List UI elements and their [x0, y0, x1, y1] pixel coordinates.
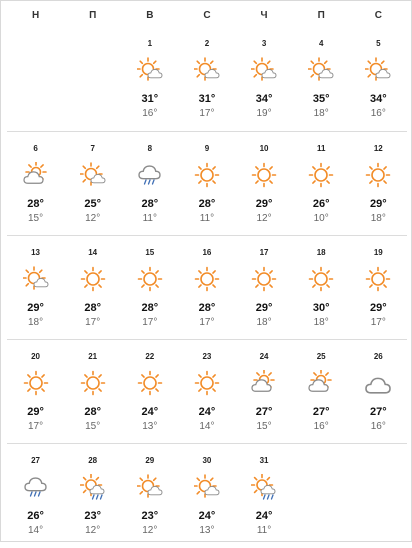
sun-rain-icon: [80, 474, 106, 500]
sun-icon: [137, 266, 163, 292]
low-temperature: 12°: [142, 525, 158, 536]
low-temperature: 17°: [199, 317, 215, 328]
high-temperature: 24°: [255, 510, 273, 522]
sun-cloud-icon: [308, 57, 334, 83]
day-number: 30: [202, 456, 212, 465]
day-number: 4: [318, 39, 324, 48]
high-temperature: 26°: [312, 198, 330, 210]
cloud-icon: [365, 370, 391, 396]
high-temperature: 31°: [141, 93, 159, 105]
high-temperature: 28°: [27, 198, 44, 210]
day-number: 14: [88, 248, 98, 257]
high-temperature: 30°: [312, 302, 330, 314]
sun-icon: [251, 162, 277, 188]
day-number: 6: [33, 144, 38, 153]
low-temperature: 13°: [199, 525, 215, 536]
day-number: 3: [261, 39, 267, 48]
empty-day-cell: [64, 27, 121, 131]
day-cell[interactable]: [350, 132, 407, 236]
sun-cloud-icon: [137, 57, 163, 83]
high-temperature: 29°: [27, 302, 44, 314]
day-number: 28: [88, 456, 98, 465]
sun-icon: [194, 266, 220, 292]
day-number: 1: [147, 39, 153, 48]
day-cell[interactable]: [293, 132, 350, 236]
day-cell[interactable]: [7, 236, 64, 340]
day-number: 16: [202, 248, 212, 257]
day-number: 13: [31, 248, 41, 257]
empty-day-cell: [350, 444, 407, 548]
day-cell[interactable]: [64, 132, 121, 236]
empty-day-cell: [7, 27, 64, 131]
high-temperature: 35°: [312, 93, 330, 105]
day-number: 15: [145, 248, 155, 257]
weekday-label: П: [317, 10, 325, 21]
low-temperature: 18°: [313, 108, 329, 119]
day-cell[interactable]: [293, 27, 350, 131]
low-temperature: 14°: [199, 421, 215, 432]
day-number: 25: [316, 352, 326, 361]
low-temperature: 12°: [85, 213, 101, 224]
sun-icon: [23, 370, 49, 396]
high-temperature: 34°: [369, 93, 387, 105]
day-cell[interactable]: [121, 236, 178, 340]
sun-cloud-icon: [251, 57, 277, 83]
weekday-label: С: [374, 10, 382, 21]
sun-cloud-icon: [137, 474, 163, 500]
low-temperature: 13°: [142, 421, 158, 432]
day-number: 5: [376, 39, 381, 48]
low-temperature: 14°: [28, 525, 44, 536]
sun-cloud-icon: [194, 474, 220, 500]
day-cell[interactable]: [236, 27, 293, 131]
low-temperature: 11°: [199, 213, 215, 224]
high-temperature: 29°: [255, 198, 273, 210]
high-temperature: 28°: [141, 198, 159, 210]
day-cell[interactable]: [7, 132, 64, 236]
day-number: 19: [373, 248, 383, 257]
high-temperature: 28°: [84, 406, 101, 418]
low-temperature: 18°: [28, 317, 44, 328]
low-temperature: 18°: [370, 213, 386, 224]
day-cell[interactable]: [178, 236, 235, 340]
high-temperature: 27°: [255, 406, 273, 418]
day-cell[interactable]: [64, 236, 121, 340]
day-cell[interactable]: [178, 340, 235, 444]
day-number: 29: [145, 456, 155, 465]
day-cell[interactable]: [293, 236, 350, 340]
high-temperature: 28°: [198, 302, 216, 314]
low-temperature: 11°: [142, 213, 157, 224]
high-temperature: 25°: [84, 198, 101, 210]
day-cell[interactable]: [121, 340, 178, 444]
sun-icon: [365, 162, 391, 188]
high-temperature: 27°: [369, 406, 387, 418]
weekday-label: П: [89, 10, 97, 21]
sun-cloud-icon: [365, 57, 391, 83]
day-number: 9: [204, 144, 210, 153]
day-number: 18: [316, 248, 326, 257]
day-number: 23: [202, 352, 212, 361]
sun-cloud-icon: [80, 162, 106, 188]
day-number: 20: [31, 352, 41, 361]
day-cell[interactable]: [64, 340, 121, 444]
day-cell[interactable]: [64, 444, 121, 548]
day-number: 27: [31, 456, 41, 465]
day-number: 2: [204, 39, 210, 48]
cloud-sun-icon: [251, 370, 277, 396]
day-number: 7: [90, 144, 95, 153]
low-temperature: 19°: [256, 108, 272, 119]
day-cell[interactable]: [7, 340, 64, 444]
high-temperature: 23°: [141, 510, 159, 522]
rain-cloud-icon: [23, 474, 49, 500]
high-temperature: 28°: [198, 198, 216, 210]
high-temperature: 28°: [141, 302, 159, 314]
weekday-label: В: [146, 10, 154, 21]
cloud-sun-icon: [308, 370, 334, 396]
sun-icon: [308, 162, 334, 188]
high-temperature: 29°: [369, 198, 387, 210]
high-temperature: 28°: [84, 302, 101, 314]
day-cell[interactable]: [236, 132, 293, 236]
high-temperature: 29°: [27, 406, 44, 418]
high-temperature: 29°: [369, 302, 387, 314]
high-temperature: 24°: [198, 406, 216, 418]
low-temperature: 16°: [142, 108, 158, 119]
day-number: 21: [88, 352, 98, 361]
low-temperature: 15°: [256, 421, 272, 432]
low-temperature: 16°: [370, 108, 386, 119]
day-cell[interactable]: [236, 340, 293, 444]
low-temperature: 15°: [28, 213, 44, 224]
day-number: 26: [373, 352, 383, 361]
high-temperature: 24°: [141, 406, 159, 418]
day-number: 22: [145, 352, 155, 361]
day-number: 17: [259, 248, 269, 257]
high-temperature: 29°: [255, 302, 273, 314]
high-temperature: 31°: [198, 93, 216, 105]
sun-cloud-icon: [23, 266, 49, 292]
high-temperature: 24°: [198, 510, 216, 522]
sun-icon: [251, 266, 277, 292]
cloud-sun-icon: [23, 162, 49, 188]
day-cell[interactable]: [178, 27, 235, 131]
high-temperature: 26°: [27, 510, 44, 522]
day-cell[interactable]: [121, 27, 178, 131]
day-cell[interactable]: [121, 132, 178, 236]
low-temperature: 16°: [370, 421, 386, 432]
day-cell[interactable]: [178, 132, 235, 236]
sun-icon: [80, 370, 106, 396]
low-temperature: 18°: [313, 317, 329, 328]
sun-rain-icon: [251, 474, 277, 500]
low-temperature: 17°: [142, 317, 158, 328]
weekday-label: Н: [31, 10, 40, 21]
sun-icon: [80, 266, 106, 292]
low-temperature: 15°: [85, 421, 101, 432]
low-temperature: 10°: [313, 213, 329, 224]
week-row: [7, 443, 407, 548]
low-temperature: 16°: [313, 421, 329, 432]
day-number: 8: [147, 144, 153, 153]
sun-icon: [365, 266, 391, 292]
day-cell[interactable]: [350, 27, 407, 131]
day-number: 11: [316, 144, 326, 153]
sun-cloud-icon: [194, 57, 220, 83]
high-temperature: 34°: [255, 93, 273, 105]
day-cell[interactable]: [7, 444, 64, 548]
rain-cloud-icon: [137, 162, 163, 188]
empty-day-cell: [293, 444, 350, 548]
high-temperature: 27°: [312, 406, 330, 418]
sun-icon: [194, 370, 220, 396]
week-row: [7, 27, 407, 131]
day-number: 31: [259, 456, 269, 465]
weekday-label: С: [203, 10, 211, 21]
low-temperature: 11°: [256, 525, 272, 536]
day-cell[interactable]: [293, 340, 350, 444]
day-number: 12: [373, 144, 383, 153]
day-cell[interactable]: [350, 340, 407, 444]
week-row: [7, 339, 407, 444]
sun-icon: [308, 266, 334, 292]
sun-icon: [137, 370, 163, 396]
day-cell[interactable]: [236, 444, 293, 548]
weekday-header: [7, 1, 407, 27]
day-cell[interactable]: [121, 444, 178, 548]
high-temperature: 23°: [84, 510, 101, 522]
day-cell[interactable]: [350, 236, 407, 340]
day-cell[interactable]: [236, 236, 293, 340]
day-number: 24: [259, 352, 269, 361]
low-temperature: 17°: [85, 317, 101, 328]
day-number: 10: [259, 144, 269, 153]
week-row: [7, 131, 407, 236]
low-temperature: 18°: [256, 317, 272, 328]
week-row: [7, 235, 407, 340]
weekday-label: Ч: [260, 10, 268, 21]
low-temperature: 17°: [199, 108, 215, 119]
low-temperature: 17°: [370, 317, 386, 328]
low-temperature: 17°: [28, 421, 44, 432]
sun-icon: [194, 162, 220, 188]
low-temperature: 12°: [256, 213, 272, 224]
day-cell[interactable]: [178, 444, 235, 548]
low-temperature: 12°: [85, 525, 101, 536]
